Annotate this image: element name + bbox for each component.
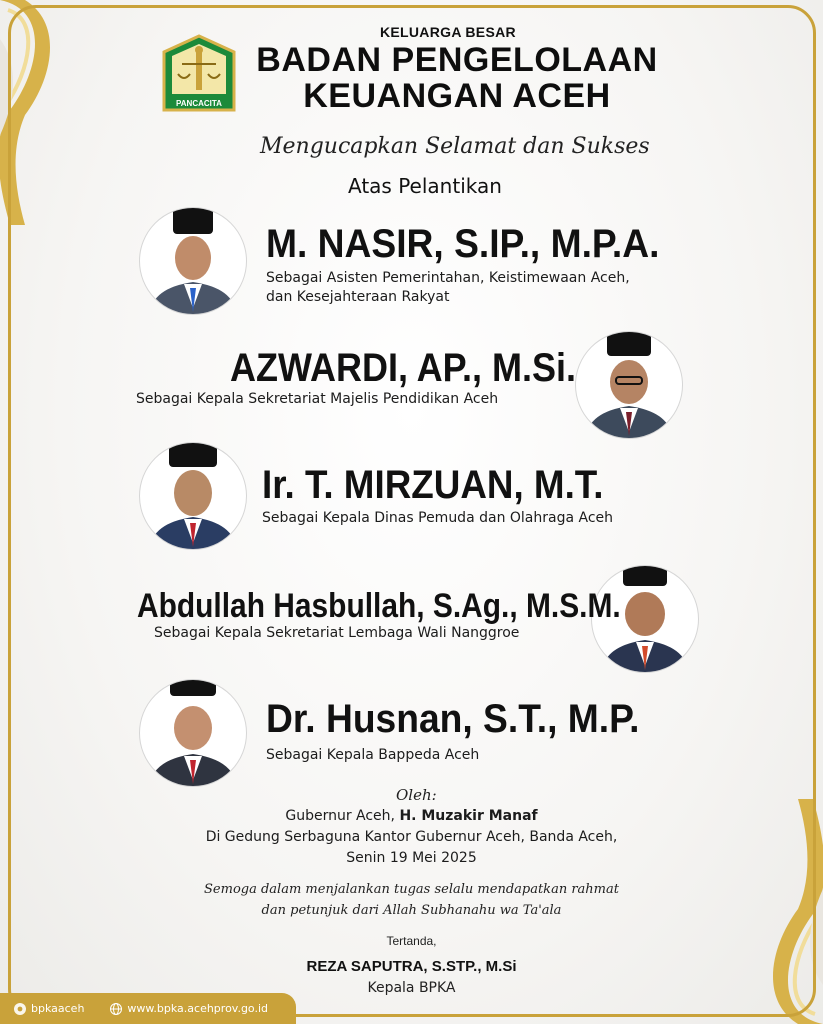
official-role-3: Sebagai Kepala Dinas Pemuda dan Olahraga Aceh — [262, 510, 614, 526]
official-photo-2 — [575, 331, 683, 439]
oleh-label: Oleh: — [396, 786, 437, 804]
social-handle-text: bpkaaceh — [31, 1002, 85, 1015]
official-name-3: Ir. T. MIRZUAN, M.T. — [262, 463, 604, 507]
website-text: www.bpka.acehprov.go.id — [127, 1002, 269, 1015]
inaugurated-by-name: H. Muzakir Manaf — [399, 808, 538, 824]
tertanda-label: Tertanda, — [386, 934, 437, 948]
official-role-2: Sebagai Kepala Sekretariat Majelis Pendidikan Aceh — [136, 391, 499, 407]
footer-bar — [0, 993, 296, 1024]
signer-name: REZA SAPUTRA, S.STP., M.Si — [306, 958, 517, 975]
official-role-1-line1: Sebagai Asisten Pemerintahan, Keistimewaan Aceh, — [266, 270, 630, 286]
official-role-1 — [266, 269, 630, 307]
org-name — [254, 42, 660, 114]
inauguration-date: Senin 19 Mei 2025 — [346, 850, 477, 866]
greeting-sub: Atas Pelantikan — [348, 174, 502, 198]
official-name-2: AZWARDI, AP., M.Si. — [230, 346, 577, 390]
logo-text: PANCACITA — [176, 99, 222, 108]
official-role-4: Sebagai Kepala Sekretariat Lembaga Wali Nanggroe — [154, 625, 520, 641]
greeting-script: Mengucapkan Selamat dan Sukses — [260, 134, 650, 159]
official-photo-1 — [139, 207, 247, 315]
official-name-1: M. NASIR, S.IP., M.P.A. — [266, 222, 660, 266]
org-name-line1: BADAN PENGELOLAAN — [256, 41, 658, 79]
website-link[interactable] — [110, 1002, 268, 1015]
instagram-icon — [14, 1003, 26, 1015]
inaugurated-by-prefix: Gubernur Aceh, — [285, 808, 395, 824]
wish-line1: Semoga dalam menjalankan tugas selalu mendapatkan rahmat — [204, 882, 619, 897]
official-name-4: Abdullah Hasbullah, S.Ag., M.S.M. — [137, 587, 621, 625]
header-keluarga: KELUARGA BESAR — [380, 24, 516, 40]
globe-icon — [110, 1003, 122, 1015]
social-handle[interactable] — [14, 1002, 84, 1015]
inaugurated-by — [0, 808, 823, 824]
official-role-1-line2: dan Kesejahteraan Rakyat — [266, 289, 450, 305]
official-photo-3 — [139, 442, 247, 550]
org-name-line2: KEUANGAN ACEH — [303, 77, 611, 115]
official-name-5: Dr. Husnan, S.T., M.P. — [266, 697, 640, 741]
pancacita-logo — [160, 34, 238, 112]
inauguration-place: Di Gedung Serbaguna Kantor Gubernur Aceh, Banda Aceh, — [205, 829, 618, 845]
wish-line2: dan petunjuk dari Allah Subhanahu wa Ta'ala — [261, 903, 562, 918]
official-role-5: Sebagai Kepala Bappeda Aceh — [266, 747, 480, 763]
signer-title: Kepala BPKA — [367, 980, 456, 996]
official-photo-5 — [139, 679, 247, 787]
